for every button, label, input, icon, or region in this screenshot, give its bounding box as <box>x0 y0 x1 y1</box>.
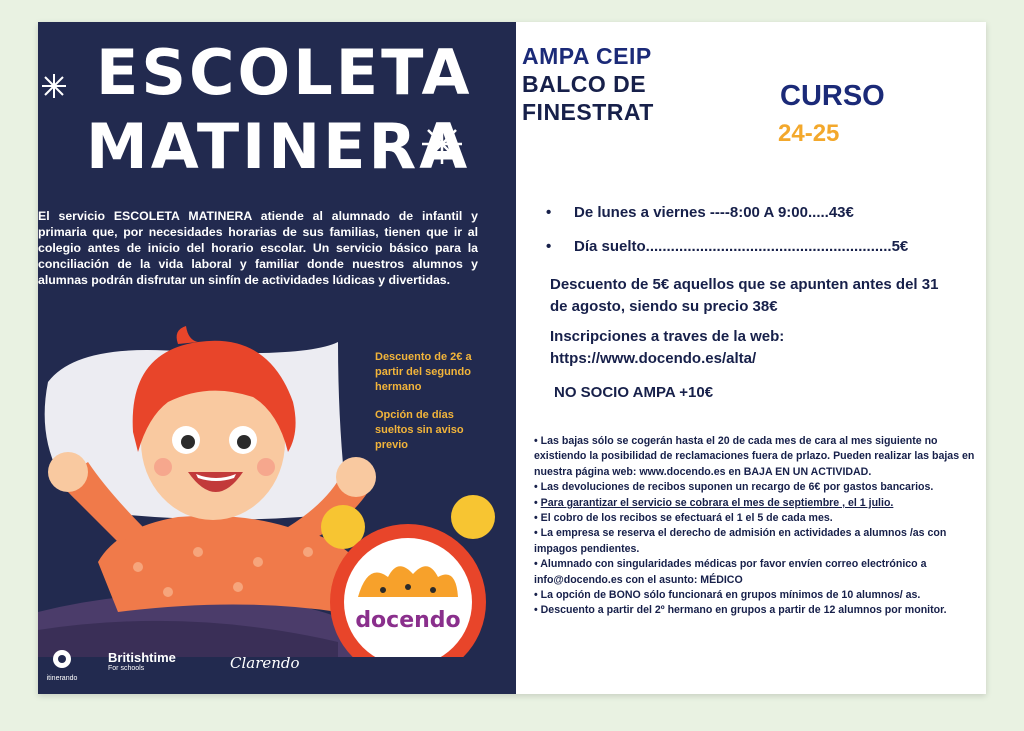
rule-item: • La empresa se reserva el derecho de admisión en actividades a alumnos /as con impagos pendientes. <box>534 526 982 557</box>
early-discount: Descuento de 5€ aquellos que se apunten antes del 31 de agosto, siendo su precio 38€ <box>550 276 939 315</box>
price-single-day-text: Día suelto...........................................................5€ <box>574 238 909 255</box>
logo-itinerando <box>44 648 80 682</box>
no-socio-fee: NO SOCIO AMPA +10€ <box>554 384 714 401</box>
partner-logos <box>38 646 516 686</box>
logo-itinerando-text: itinerando <box>46 675 78 682</box>
logo-clarendo: Clarendo <box>230 654 300 672</box>
rule-item: • Alumnado con singularidades médicas por favor envíen correo electrónico a info@docendo.es con el asunto: MÉDICO <box>534 557 982 588</box>
itinerando-logo-icon <box>50 648 74 670</box>
rule-item: • La opción de BONO sólo funcionará en grupos mínimos de 10 alumnos/ as. <box>534 588 982 603</box>
inscriptions: Inscripciones a traves de la web: https://www.docendo.es/alta/ <box>550 328 785 367</box>
note-single-days: Opción de días sueltos sin aviso previo <box>375 409 464 451</box>
sparkle-icon <box>40 72 68 100</box>
title-line-2: MATINERA <box>86 110 471 183</box>
rule-item: • Descuento a partir del 2º hermano en grupos a partir de 12 alumnos por monitor. <box>534 603 982 618</box>
curso-label: CURSO <box>780 80 885 112</box>
intro-text: El servicio ESCOLETA MATINERA atiende al alumnado de infantil y primaria que, por necesidades horarias de sus familias, tienen que ir al colegio antes de inicio del horario escolar. Un servicio básico para la conciliación de la vida laboral y familiar donde nuestros alumnos y alumnas podrán disfrutar un sinfín de actividades lúdicas y divertidas. <box>38 209 478 287</box>
flyer <box>38 22 986 694</box>
rule-item: • Para garantizar el servicio se cobrara el mes de septiembre , el 1 julio. <box>534 496 982 511</box>
price-weekdays-text: De lunes a viernes ----8:00 A 9:00.....43€ <box>574 204 854 221</box>
left-panel <box>38 22 516 694</box>
note-sibling-discount: Descuento de 2€ a partir del segundo hermano <box>375 351 472 393</box>
rules-list <box>534 434 982 619</box>
rule-item: • Las devoluciones de recibos suponen un recargo de 6€ por gastos bancarios. <box>534 480 982 495</box>
logo-britishtime-text: Britishtime <box>108 650 176 665</box>
ampa-line-2: BALCO DE <box>522 71 647 97</box>
rule-item: • Las bajas sólo se cogerán hasta el 20 de cada mes de cara al mes siguiente no existiendo la posibilidad de reclamaciones fuera de prlazo. Pueden realizar las bajas en nuestra página web: www.docendo.es en BAJA EN UN ACTIVIDAD. <box>534 434 982 480</box>
curso-year: 24-25 <box>778 120 840 147</box>
ampa-line-1: AMPA CEIP <box>522 43 652 69</box>
price-weekdays: • De lunes a viernes ----8:00 A 9:00.....43€ <box>546 204 854 221</box>
title-line-1: ESCOLETA <box>96 36 473 109</box>
ampa-line-3: FINESTRAT <box>522 99 654 125</box>
alarm-clock <box>321 495 495 657</box>
logo-britishtime-sub: For schools <box>108 665 145 672</box>
price-single-day: • Día suelto...........................................................5€ <box>546 238 909 255</box>
logo-britishtime <box>108 650 176 672</box>
right-panel <box>516 22 986 694</box>
ampa-heading <box>522 42 722 126</box>
clock-brand: docendo <box>355 608 461 633</box>
rule-item: • El cobro de los recibos se efectuará el 1 el 5 de cada mes. <box>534 511 982 526</box>
